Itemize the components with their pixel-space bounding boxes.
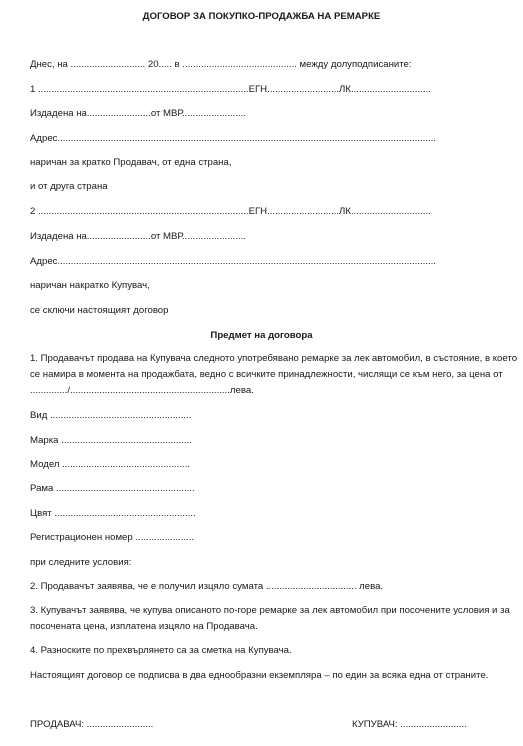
field-type: Вид ..................................................... [30, 410, 192, 421]
conditions-text: при следните условия: [30, 557, 132, 568]
seller-signature-line: ПРОДАВАЧ: ......................... [30, 719, 154, 730]
clause-4: 4. Разноските по прехвърлянето са за сметка на Купувача. [30, 645, 292, 656]
party1-address-line: Адрес.............................................................................................................................................. [30, 133, 436, 144]
document-title: ДОГОВОР ЗА ПОКУПКО-ПРОДАЖБА НА РЕМАРКЕ [142, 11, 381, 22]
field-model: Модел ................................................ [30, 459, 191, 470]
section-heading: Предмет на договора [210, 330, 313, 341]
party1-issued-line: Издадена на........................от МВР........................ [30, 108, 246, 119]
clause-1: 1. Продавачът продава на Купувача следното употребявано ремарке за лек автомобил, в състояние, в което се намира в момента на продажбата, ведно с всичките принадлежности, числящи се към него, за цена от ............../............................................................лева. [30, 353, 518, 396]
field-frame: Рама .................................................... [30, 483, 195, 494]
party2-address-line: Адрес.............................................................................................................................................. [30, 256, 436, 267]
party2-issued-line: Издадена на........................от МВР........................ [30, 231, 246, 242]
party2-name-line: 2 ...............................................................................ЕГН...........................ЛК.............................. [30, 206, 431, 217]
field-registration: Регистрационен номер ...................... [30, 532, 195, 543]
concluded-text: се сключи настоящият договор [30, 305, 169, 316]
clause-3: 3. Купувачът заявява, че купува описаното по-горе ремарке за лек автомобил при посочените условия и за посочената цена, изплатена изцяло на Продавача. [30, 605, 510, 632]
party1-role: наричан за кратко Продавач, от една страна, [30, 157, 232, 168]
other-side-text: и от друга страна [30, 181, 108, 192]
date-line: Днес, на ............................ 20..... в ........................................... между долуподписаните: [30, 59, 412, 70]
clause-2: 2. Продавачът заявява, че е получил изцяло сумата .................................. лева. [30, 581, 384, 592]
buyer-signature-line: КУПУВАЧ: ......................... [352, 719, 467, 730]
field-make: Марка ................................................. [30, 435, 192, 446]
party2-role: наричан накратко Купувач, [30, 280, 150, 291]
party1-name-line: 1 ...............................................................................ЕГН...........................ЛК.............................. [30, 84, 431, 95]
field-color: Цвят ..................................................... [30, 508, 196, 519]
closing-text: Настоящият договор се подписва в два еднообразни екземпляра – по един за всяка една от страните. [30, 670, 489, 681]
